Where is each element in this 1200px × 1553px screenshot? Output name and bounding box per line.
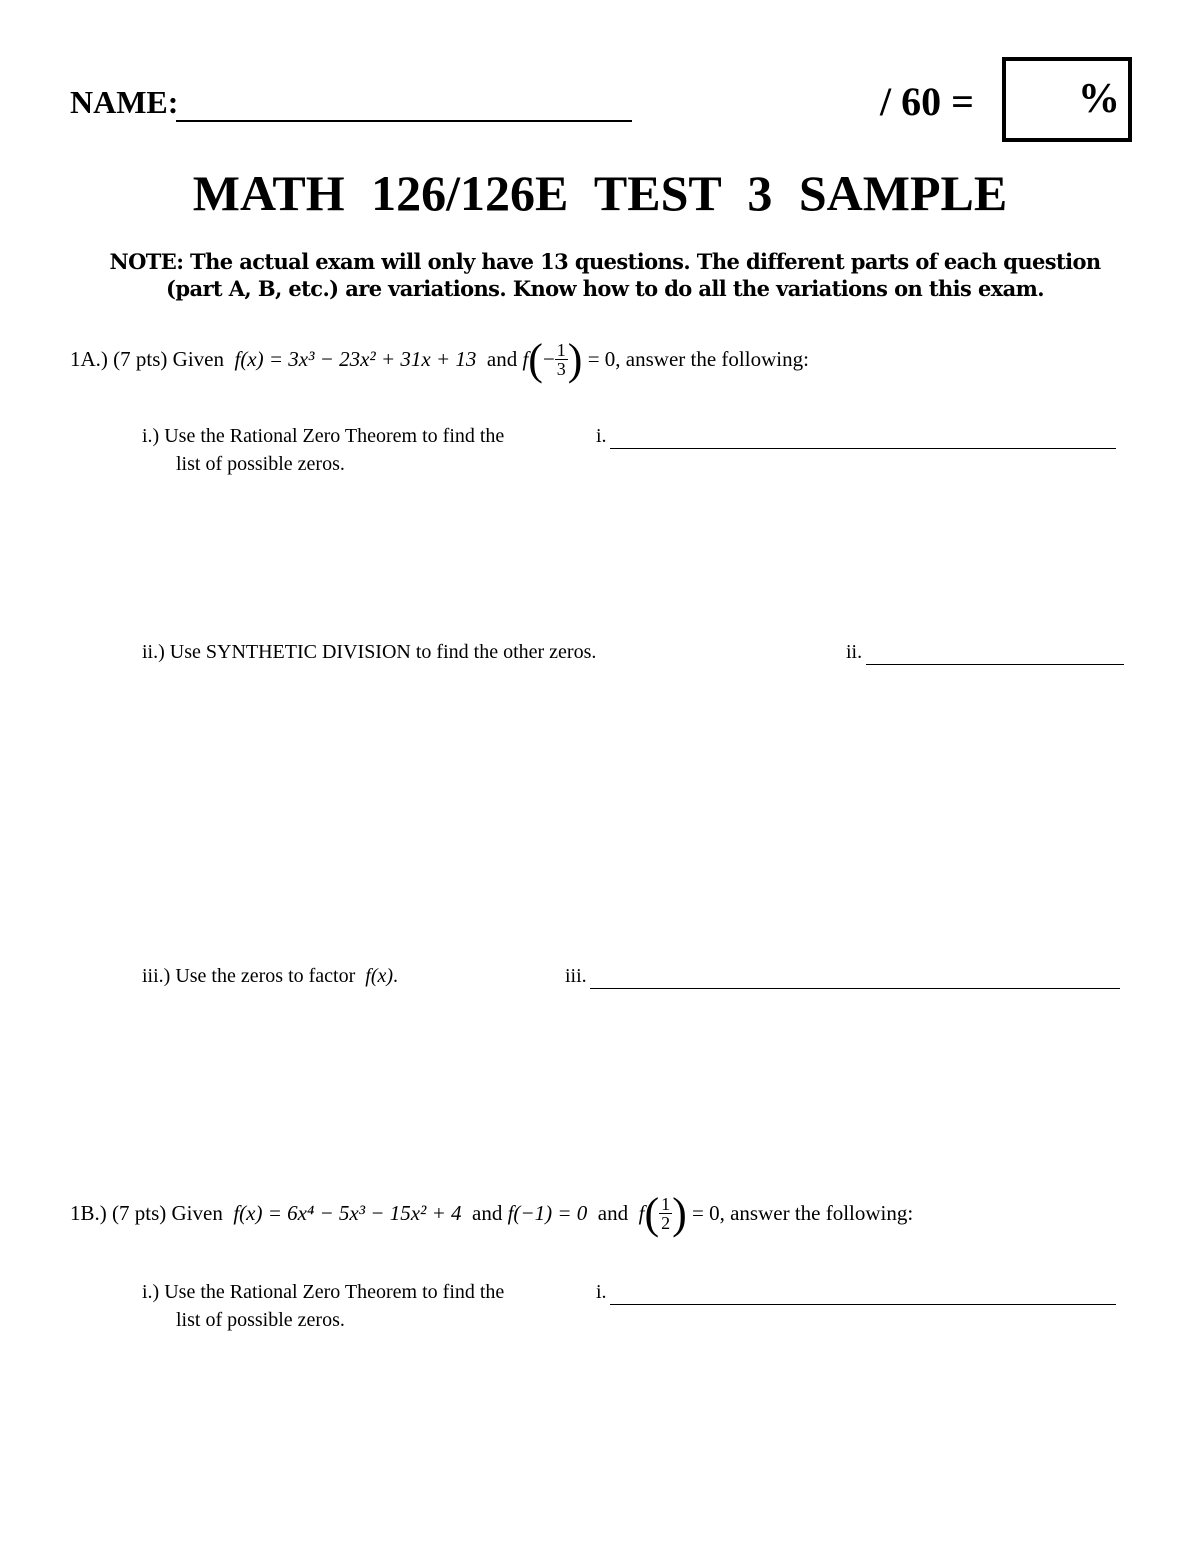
exam-note: NOTE: The actual exam will only have 13 questions. The different parts of each question (part A, B, etc.) are variations. Know how to do all the variations on this exam. <box>109 249 1101 301</box>
question-1a-part-iii <box>142 962 398 990</box>
question-1a-part-i <box>142 422 504 478</box>
fraction-one-half <box>659 1195 672 1232</box>
question-1b-condition1: f(−1) = 0 <box>507 1201 588 1225</box>
part-i-answer-label: i. <box>596 1281 607 1303</box>
part-ii-answer-label: ii. <box>846 641 863 663</box>
question-1b-and1: and <box>472 1201 503 1225</box>
fraction-numerator: 1 <box>556 340 566 360</box>
part-iii-period: . <box>393 965 399 987</box>
question-1a-label: 1A.) (7 pts) Given <box>70 347 224 371</box>
minus-sign: − <box>542 347 555 371</box>
open-paren: ( <box>644 1189 660 1238</box>
question-1a-tail: , answer the following: <box>615 347 809 371</box>
question-1b-condition-eq: = 0 <box>692 1201 720 1225</box>
name-field[interactable] <box>176 120 632 122</box>
name-label: NAME: <box>70 84 179 120</box>
close-paren: ) <box>672 1189 687 1238</box>
part-iii-text: iii.) Use the zeros to factor <box>142 965 356 987</box>
score-label: / 60 = <box>880 79 974 124</box>
percent-sign: % <box>1078 76 1120 122</box>
question-1a-part-ii: ii.) Use SYNTHETIC DIVISION to find the other zeros. <box>142 641 597 663</box>
part-iii-answer-line[interactable] <box>590 988 1120 989</box>
part-iii-fx: f(x) <box>365 965 394 987</box>
question-1a-condition-eq: = 0 <box>587 347 616 371</box>
question-1b-function: f(x) = 6x⁴ − 5x³ − 15x² + 4 <box>233 1201 462 1225</box>
part-i-line2: list of possible zeros. <box>176 453 345 475</box>
close-paren: ) <box>567 335 583 384</box>
part-ii-answer-line[interactable] <box>866 664 1124 665</box>
part-i-line2: list of possible zeros. <box>176 1309 345 1331</box>
question-1a-prompt <box>70 334 809 385</box>
question-1a-and: and <box>486 347 518 371</box>
fraction-numerator: 1 <box>661 1194 671 1214</box>
question-1a-condition-fn: f <box>522 347 529 371</box>
question-1b-label: 1B.) (7 pts) Given <box>70 1201 223 1225</box>
fraction-one-third <box>555 341 568 378</box>
part-i-answer-line[interactable] <box>610 448 1116 449</box>
part-i-answer-label: i. <box>596 425 607 447</box>
question-1a-function: f(x) = 3x³ − 23x² + 31x + 13 <box>234 347 477 371</box>
part-i-line1: i.) Use the Rational Zero Theorem to find the <box>142 1281 505 1303</box>
question-1b-part-i <box>142 1278 504 1334</box>
score-percent-box[interactable] <box>1002 57 1132 142</box>
question-1b-tail: , answer the following: <box>719 1201 914 1225</box>
fraction-denominator: 2 <box>661 1213 671 1233</box>
question-1b-condition-fn: f <box>638 1201 645 1225</box>
page-title: MATH 126/126E TEST 3 SAMPLE <box>192 165 1008 221</box>
fraction-denominator: 3 <box>556 359 566 379</box>
open-paren: ( <box>528 335 543 384</box>
part-i-answer-line[interactable] <box>610 1304 1116 1305</box>
question-1b-and2: and <box>597 1201 629 1225</box>
part-iii-answer-label: iii. <box>565 965 587 987</box>
part-i-line1: i.) Use the Rational Zero Theorem to find the <box>142 425 505 447</box>
question-1b-prompt <box>70 1188 913 1239</box>
